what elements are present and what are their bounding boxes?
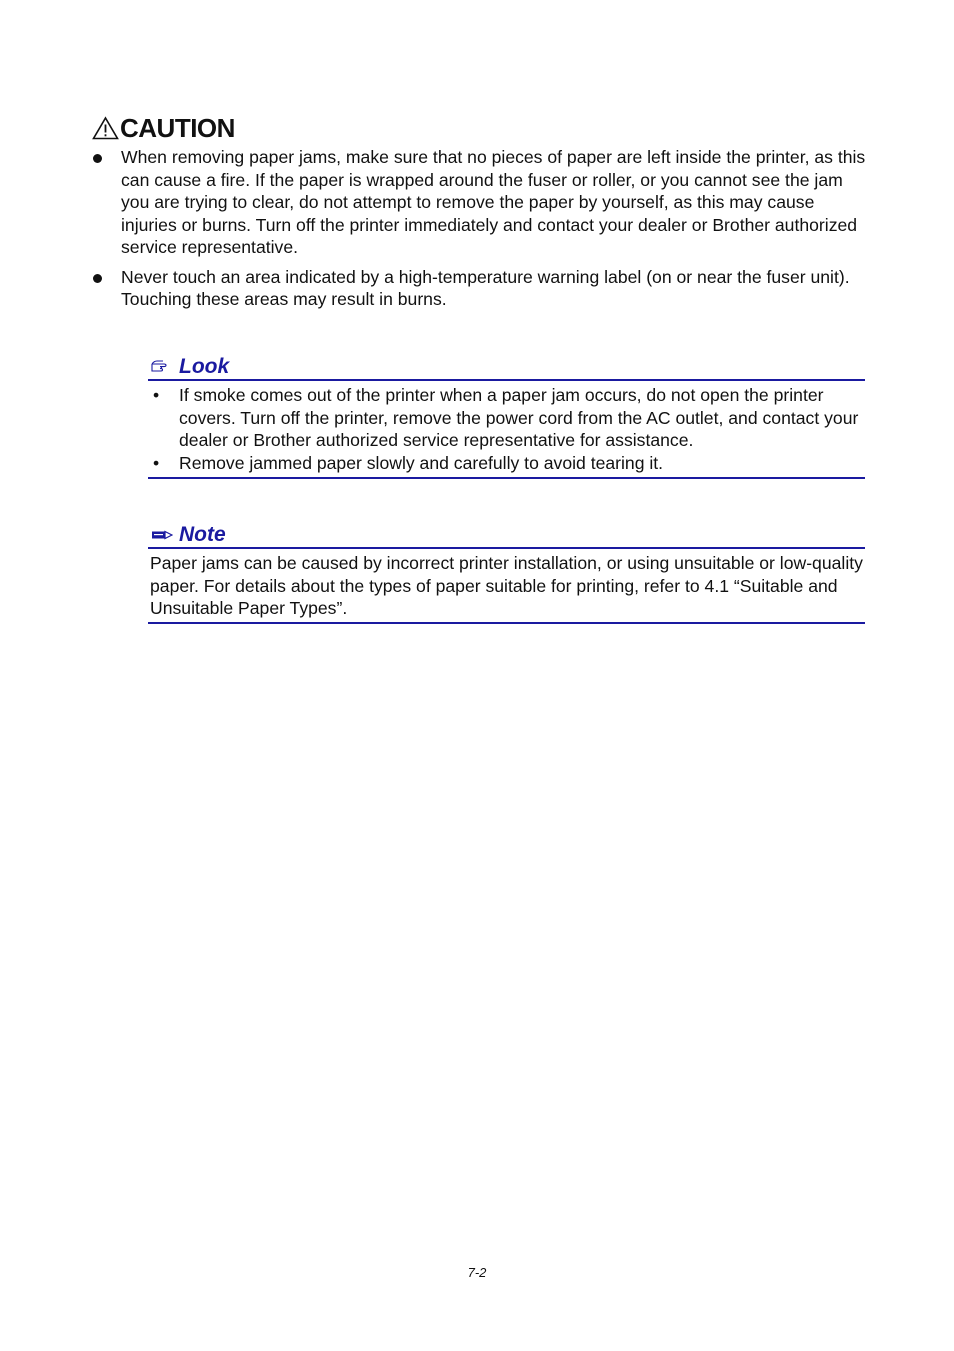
look-item [150, 452, 865, 478]
look-item-text: Remove jammed paper slowly and carefully to avoid tearing it. [179, 452, 664, 473]
bullet: • [153, 385, 160, 405]
page-number: 7-2 [467, 1265, 487, 1280]
bullet: • [153, 452, 160, 473]
look-bottom-rule [148, 477, 865, 479]
caution-item-text: Never touch an area indicated by a high-temperature warning label (on or near the fuser unit). Touching these areas may result in burns. [121, 266, 850, 309]
note-bottom-rule [148, 622, 865, 624]
look-item [150, 384, 865, 452]
look-list [148, 381, 865, 477]
caution-item [92, 146, 872, 259]
note-title: Note [179, 523, 226, 546]
note-text: Paper jams can be caused by incorrect printer installation, or using unsuitable or low-quality paper. For details about the types of paper suitable for printing, refer to 4.1 “Suitable and Unsuitable Paper Types”. [150, 553, 863, 618]
look-heading [148, 353, 865, 379]
note-box [148, 521, 865, 624]
look-title: Look [179, 355, 230, 378]
caution-item-text: When removing paper jams, make sure that no pieces of paper are left inside the printer, as this can cause a fire. If the paper is wrapped around the fuser or roller, or you cannot see the jam you are trying to clear, do not attempt to remove the paper by yourself, as this may cause injuries or burns. Turn off the printer immediately and contact your dealer or Brother authorized service representative. [121, 147, 866, 257]
bullet [93, 154, 102, 163]
warning-triangle-icon [92, 116, 119, 140]
pencil-icon [151, 529, 173, 541]
look-item-text: If smoke comes out of the printer when a paper jam occurs, do not open the printer covers. Turn off the printer, remove the power cord from the AC outlet, and contact your dealer or Brother authorized service representative for assistance. [179, 385, 859, 450]
caution-heading [92, 113, 235, 143]
caution-list [92, 146, 872, 318]
caution-item [92, 266, 872, 311]
look-box [148, 353, 865, 479]
note-heading [148, 521, 865, 547]
bullet [93, 274, 102, 283]
caution-title: CAUTION [120, 112, 235, 143]
pointing-hand-icon [151, 358, 173, 374]
